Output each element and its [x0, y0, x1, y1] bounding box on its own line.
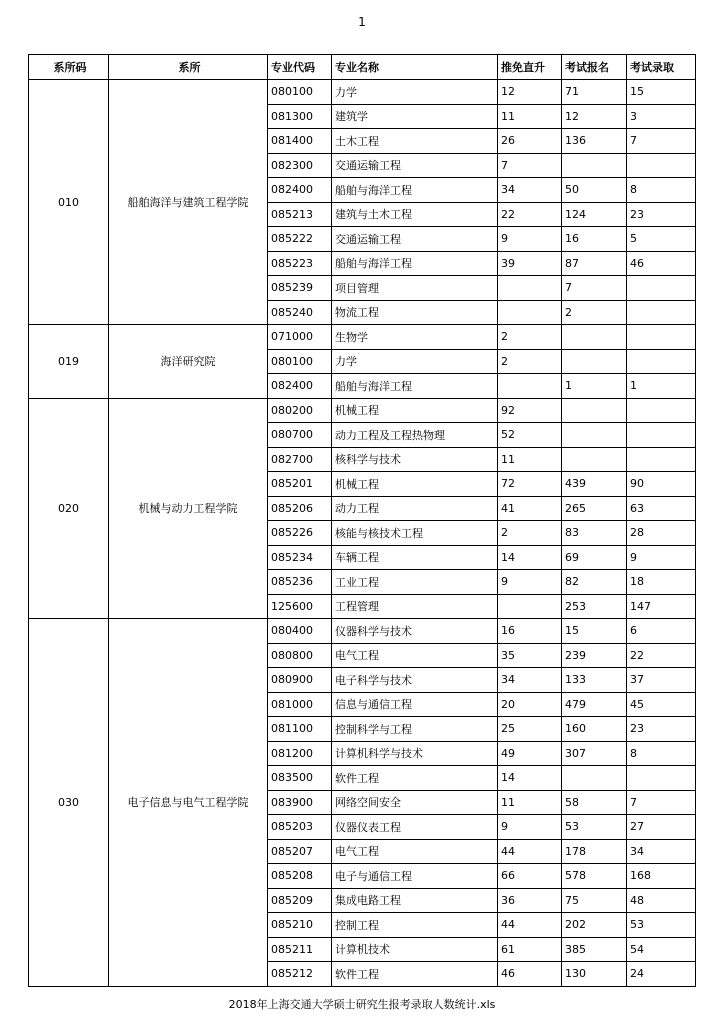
recommended-cell: 61 — [498, 937, 562, 962]
recommended-cell: 46 — [498, 962, 562, 987]
major-name-cell: 生物学 — [332, 325, 498, 350]
recommended-cell: 36 — [498, 888, 562, 913]
applied-cell: 307 — [562, 741, 627, 766]
major-name-cell: 动力工程 — [332, 496, 498, 521]
major-name-cell: 网络空间安全 — [332, 790, 498, 815]
admitted-cell: 54 — [627, 937, 696, 962]
admitted-cell: 34 — [627, 839, 696, 864]
major-code-cell: 081000 — [268, 692, 332, 717]
dept-name-cell: 机械与动力工程学院 — [109, 398, 268, 619]
applied-cell — [562, 766, 627, 791]
major-name-cell: 仪器仪表工程 — [332, 815, 498, 840]
major-name-cell: 交通运输工程 — [332, 227, 498, 252]
major-name-cell: 电子科学与技术 — [332, 668, 498, 693]
dept-code-cell: 010 — [29, 80, 109, 325]
admitted-cell: 1 — [627, 374, 696, 399]
admitted-cell: 53 — [627, 913, 696, 938]
recommended-cell: 9 — [498, 815, 562, 840]
applied-cell: 130 — [562, 962, 627, 987]
recommended-cell: 22 — [498, 202, 562, 227]
dept-name-cell: 海洋研究院 — [109, 325, 268, 399]
applied-cell: 253 — [562, 594, 627, 619]
admitted-cell: 45 — [627, 692, 696, 717]
major-code-cell: 081400 — [268, 129, 332, 154]
major-code-cell: 080400 — [268, 619, 332, 644]
header-applied: 考试报名 — [562, 55, 627, 80]
major-code-cell: 085208 — [268, 864, 332, 889]
major-code-cell: 085210 — [268, 913, 332, 938]
admitted-cell: 5 — [627, 227, 696, 252]
major-code-cell: 083500 — [268, 766, 332, 791]
applied-cell: 1 — [562, 374, 627, 399]
major-name-cell: 工程管理 — [332, 594, 498, 619]
major-name-cell: 车辆工程 — [332, 545, 498, 570]
header-dept-name: 系所 — [109, 55, 268, 80]
header-row — [29, 55, 696, 80]
admitted-cell: 27 — [627, 815, 696, 840]
applied-cell: 160 — [562, 717, 627, 742]
major-name-cell: 仪器科学与技术 — [332, 619, 498, 644]
admitted-cell: 147 — [627, 594, 696, 619]
admitted-cell: 8 — [627, 178, 696, 203]
major-name-cell: 电气工程 — [332, 643, 498, 668]
major-name-cell: 机械工程 — [332, 398, 498, 423]
major-code-cell: 085211 — [268, 937, 332, 962]
major-name-cell: 交通运输工程 — [332, 153, 498, 178]
major-code-cell: 085203 — [268, 815, 332, 840]
admitted-cell — [627, 349, 696, 374]
header-major-name: 专业名称 — [332, 55, 498, 80]
applied-cell: 136 — [562, 129, 627, 154]
major-code-cell: 085234 — [268, 545, 332, 570]
admitted-cell: 46 — [627, 251, 696, 276]
applied-cell: 265 — [562, 496, 627, 521]
applied-cell — [562, 447, 627, 472]
admitted-cell: 37 — [627, 668, 696, 693]
major-name-cell: 建筑学 — [332, 104, 498, 129]
admitted-cell: 18 — [627, 570, 696, 595]
major-code-cell: 081300 — [268, 104, 332, 129]
admitted-cell: 7 — [627, 790, 696, 815]
major-code-cell: 085209 — [268, 888, 332, 913]
admitted-cell: 23 — [627, 202, 696, 227]
recommended-cell: 12 — [498, 80, 562, 105]
dept-code-cell: 019 — [29, 325, 109, 399]
admission-table — [28, 54, 696, 987]
table-row — [29, 619, 696, 644]
major-name-cell: 软件工程 — [332, 962, 498, 987]
header-dept-code: 系所码 — [29, 55, 109, 80]
recommended-cell: 11 — [498, 447, 562, 472]
major-name-cell: 建筑与土木工程 — [332, 202, 498, 227]
table-row — [29, 80, 696, 105]
dept-code-cell: 030 — [29, 619, 109, 987]
recommended-cell: 41 — [498, 496, 562, 521]
applied-cell — [562, 398, 627, 423]
major-code-cell: 085239 — [268, 276, 332, 301]
recommended-cell — [498, 300, 562, 325]
major-code-cell: 080800 — [268, 643, 332, 668]
major-code-cell: 085206 — [268, 496, 332, 521]
admitted-cell: 3 — [627, 104, 696, 129]
admitted-cell: 48 — [627, 888, 696, 913]
major-name-cell: 物流工程 — [332, 300, 498, 325]
major-code-cell: 085201 — [268, 472, 332, 497]
admitted-cell — [627, 423, 696, 448]
applied-cell: 202 — [562, 913, 627, 938]
recommended-cell: 66 — [498, 864, 562, 889]
admitted-cell: 28 — [627, 521, 696, 546]
admitted-cell — [627, 325, 696, 350]
recommended-cell: 14 — [498, 766, 562, 791]
major-code-cell: 083900 — [268, 790, 332, 815]
major-name-cell: 计算机技术 — [332, 937, 498, 962]
recommended-cell — [498, 276, 562, 301]
major-name-cell: 土木工程 — [332, 129, 498, 154]
major-name-cell: 船舶与海洋工程 — [332, 251, 498, 276]
major-name-cell: 动力工程及工程热物理 — [332, 423, 498, 448]
applied-cell: 71 — [562, 80, 627, 105]
recommended-cell: 92 — [498, 398, 562, 423]
major-code-cell: 080100 — [268, 349, 332, 374]
admitted-cell: 23 — [627, 717, 696, 742]
major-name-cell: 电气工程 — [332, 839, 498, 864]
recommended-cell: 39 — [498, 251, 562, 276]
major-code-cell: 081100 — [268, 717, 332, 742]
major-name-cell: 软件工程 — [332, 766, 498, 791]
applied-cell: 16 — [562, 227, 627, 252]
recommended-cell: 16 — [498, 619, 562, 644]
applied-cell — [562, 349, 627, 374]
admitted-cell: 6 — [627, 619, 696, 644]
major-code-cell: 085223 — [268, 251, 332, 276]
admitted-cell: 24 — [627, 962, 696, 987]
recommended-cell: 7 — [498, 153, 562, 178]
major-name-cell: 信息与通信工程 — [332, 692, 498, 717]
applied-cell: 53 — [562, 815, 627, 840]
major-name-cell: 控制科学与工程 — [332, 717, 498, 742]
dept-code-cell: 020 — [29, 398, 109, 619]
recommended-cell: 2 — [498, 521, 562, 546]
major-code-cell: 085240 — [268, 300, 332, 325]
major-code-cell: 082400 — [268, 178, 332, 203]
dept-name-cell: 电子信息与电气工程学院 — [109, 619, 268, 987]
header-major-code: 专业代码 — [268, 55, 332, 80]
recommended-cell: 52 — [498, 423, 562, 448]
admitted-cell: 9 — [627, 545, 696, 570]
admitted-cell: 90 — [627, 472, 696, 497]
applied-cell: 87 — [562, 251, 627, 276]
applied-cell: 15 — [562, 619, 627, 644]
recommended-cell: 49 — [498, 741, 562, 766]
major-name-cell: 电子与通信工程 — [332, 864, 498, 889]
applied-cell: 7 — [562, 276, 627, 301]
applied-cell: 479 — [562, 692, 627, 717]
major-name-cell: 计算机科学与技术 — [332, 741, 498, 766]
recommended-cell: 35 — [498, 643, 562, 668]
recommended-cell: 44 — [498, 839, 562, 864]
recommended-cell: 26 — [498, 129, 562, 154]
recommended-cell: 2 — [498, 349, 562, 374]
header-admitted: 考试录取 — [627, 55, 696, 80]
applied-cell: 69 — [562, 545, 627, 570]
major-code-cell: 080700 — [268, 423, 332, 448]
major-code-cell: 125600 — [268, 594, 332, 619]
major-code-cell: 085207 — [268, 839, 332, 864]
admitted-cell: 63 — [627, 496, 696, 521]
recommended-cell: 14 — [498, 545, 562, 570]
applied-cell: 12 — [562, 104, 627, 129]
major-code-cell: 071000 — [268, 325, 332, 350]
applied-cell: 239 — [562, 643, 627, 668]
recommended-cell — [498, 594, 562, 619]
admitted-cell: 15 — [627, 80, 696, 105]
major-code-cell: 082400 — [268, 374, 332, 399]
major-name-cell: 工业工程 — [332, 570, 498, 595]
recommended-cell: 9 — [498, 570, 562, 595]
page-number: 1 — [358, 15, 366, 29]
major-name-cell: 机械工程 — [332, 472, 498, 497]
recommended-cell: 2 — [498, 325, 562, 350]
recommended-cell: 11 — [498, 790, 562, 815]
admitted-cell — [627, 447, 696, 472]
header-recommended: 推免直升 — [498, 55, 562, 80]
applied-cell: 2 — [562, 300, 627, 325]
major-code-cell: 085213 — [268, 202, 332, 227]
major-code-cell: 080200 — [268, 398, 332, 423]
major-name-cell: 船舶与海洋工程 — [332, 178, 498, 203]
recommended-cell: 11 — [498, 104, 562, 129]
table-row — [29, 325, 696, 350]
recommended-cell: 9 — [498, 227, 562, 252]
major-name-cell: 项目管理 — [332, 276, 498, 301]
major-name-cell: 力学 — [332, 80, 498, 105]
admitted-cell: 168 — [627, 864, 696, 889]
major-code-cell: 080900 — [268, 668, 332, 693]
major-code-cell: 085236 — [268, 570, 332, 595]
applied-cell — [562, 423, 627, 448]
applied-cell: 50 — [562, 178, 627, 203]
dept-name-cell: 船舶海洋与建筑工程学院 — [109, 80, 268, 325]
major-code-cell: 080100 — [268, 80, 332, 105]
admitted-cell — [627, 153, 696, 178]
admitted-cell: 8 — [627, 741, 696, 766]
admitted-cell — [627, 766, 696, 791]
recommended-cell: 34 — [498, 668, 562, 693]
applied-cell: 82 — [562, 570, 627, 595]
major-name-cell: 核能与核技术工程 — [332, 521, 498, 546]
recommended-cell: 34 — [498, 178, 562, 203]
applied-cell: 385 — [562, 937, 627, 962]
recommended-cell — [498, 374, 562, 399]
applied-cell — [562, 153, 627, 178]
major-code-cell: 082700 — [268, 447, 332, 472]
applied-cell: 133 — [562, 668, 627, 693]
table-body — [29, 80, 696, 987]
major-name-cell: 船舶与海洋工程 — [332, 374, 498, 399]
applied-cell: 124 — [562, 202, 627, 227]
applied-cell: 58 — [562, 790, 627, 815]
major-name-cell: 力学 — [332, 349, 498, 374]
major-code-cell: 085212 — [268, 962, 332, 987]
recommended-cell: 20 — [498, 692, 562, 717]
major-code-cell: 081200 — [268, 741, 332, 766]
admitted-cell — [627, 398, 696, 423]
recommended-cell: 44 — [498, 913, 562, 938]
major-name-cell: 集成电路工程 — [332, 888, 498, 913]
major-name-cell: 控制工程 — [332, 913, 498, 938]
applied-cell: 439 — [562, 472, 627, 497]
admitted-cell — [627, 276, 696, 301]
applied-cell: 83 — [562, 521, 627, 546]
recommended-cell: 72 — [498, 472, 562, 497]
major-code-cell: 082300 — [268, 153, 332, 178]
major-code-cell: 085226 — [268, 521, 332, 546]
admitted-cell: 7 — [627, 129, 696, 154]
applied-cell: 178 — [562, 839, 627, 864]
admitted-cell: 22 — [627, 643, 696, 668]
applied-cell: 75 — [562, 888, 627, 913]
applied-cell — [562, 325, 627, 350]
major-name-cell: 核科学与技术 — [332, 447, 498, 472]
table-row — [29, 398, 696, 423]
recommended-cell: 25 — [498, 717, 562, 742]
applied-cell: 578 — [562, 864, 627, 889]
file-name-footer: 2018年上海交通大学硕士研究生报考录取人数统计.xls — [228, 998, 496, 1011]
admitted-cell — [627, 300, 696, 325]
major-code-cell: 085222 — [268, 227, 332, 252]
